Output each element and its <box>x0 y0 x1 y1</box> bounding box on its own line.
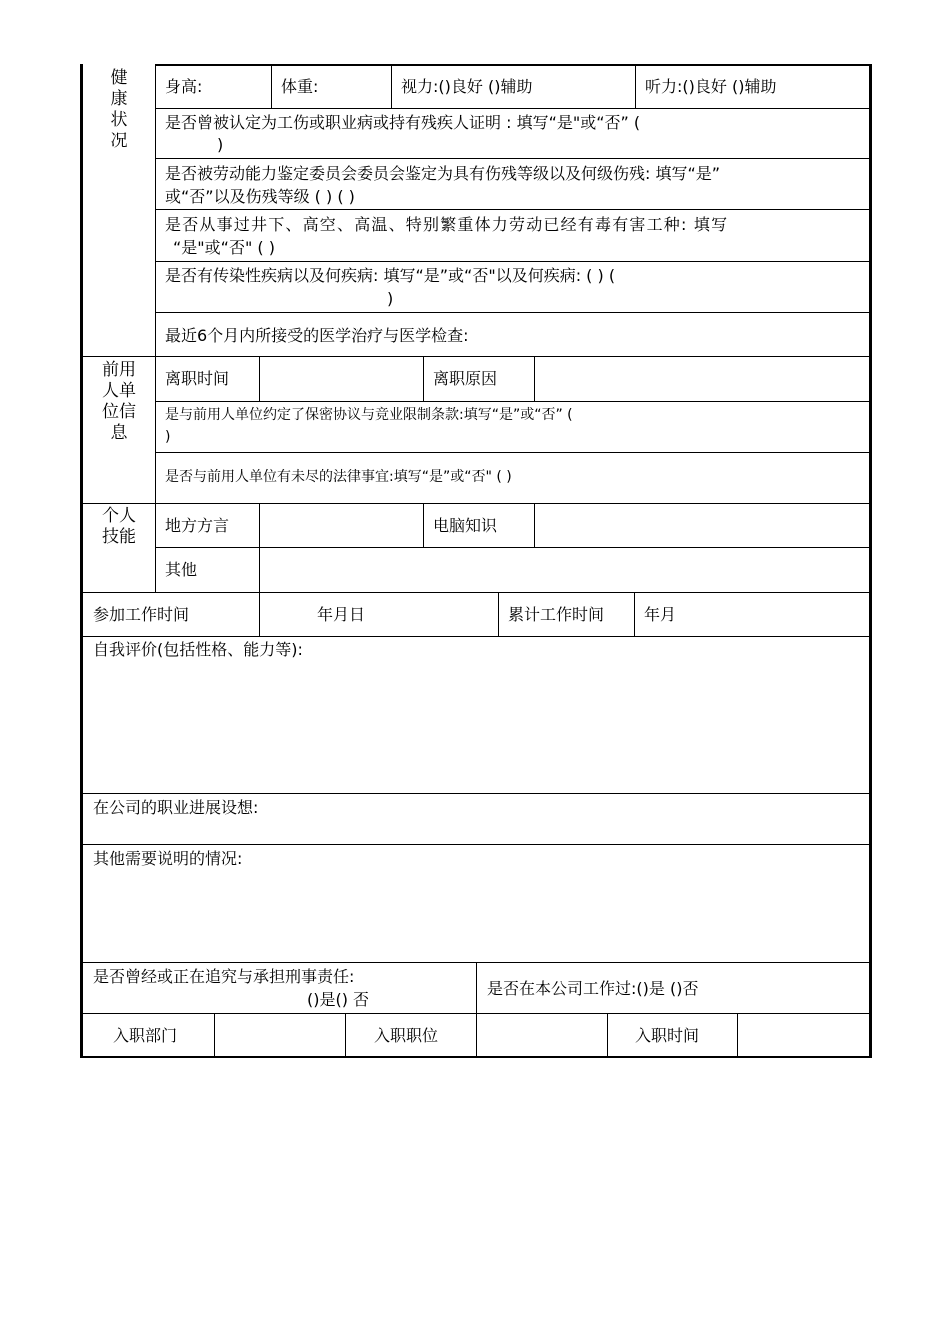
vision-field[interactable]: 视力:()良好 ()辅助 <box>401 77 533 96</box>
confidentiality-question: 是与前用人单位约定了保密协议与竞业限制条款:填写“是”或“否” ( <box>165 407 573 423</box>
computer-label: 电脑知识 <box>433 516 498 535</box>
self-evaluation-label: 自我评价(包括性格、能力等): <box>93 640 303 659</box>
confidentiality-question-close: ) <box>165 429 171 445</box>
injury-question: 是否曾被认定为工伤或职业病或持有残疾人证明 : 填写“是"或“否” ( <box>165 113 641 132</box>
dialect-label: 地方方言 <box>165 516 230 535</box>
health-section-label: 健 康 状 况 <box>110 68 128 151</box>
disease-question-close: ) <box>387 289 394 308</box>
employee-form <box>80 64 872 1058</box>
join-work-time-label: 参加工作时间 <box>93 605 190 624</box>
injury-question-close: ) <box>217 135 224 154</box>
other-skill-label: 其他 <box>165 560 198 579</box>
join-work-time-value[interactable]: 年月日 <box>317 605 366 624</box>
previous-employer-section-label: 前用 人单 位信 息 <box>102 360 136 443</box>
total-work-time-label: 累计工作时间 <box>508 605 605 624</box>
other-skill-input[interactable] <box>261 549 866 590</box>
career-plan-input[interactable] <box>87 820 865 842</box>
weight-label: 体重: <box>281 77 319 96</box>
entry-position-label: 入职职位 <box>374 1026 439 1045</box>
hearing-field[interactable]: 听力:()良好 ()辅助 <box>645 77 777 96</box>
hazard-question-2[interactable]: “是"或“否" ( ) <box>173 238 275 257</box>
hazard-question: 是否从事过井下、高空、高温、特别繁重体力劳动已经有毒有害工种: 填写 <box>165 215 729 234</box>
criminal-question: 是否曾经或正在追究与承担刑事责任: <box>93 967 355 986</box>
dialect-input[interactable] <box>261 505 421 545</box>
self-evaluation-input[interactable] <box>87 664 865 790</box>
career-plan-label: 在公司的职业进展设想: <box>93 798 259 817</box>
leave-reason-label: 离职原因 <box>433 369 498 388</box>
worked-here-question[interactable]: 是否在本公司工作过:()是 ()否 <box>487 979 699 998</box>
skills-section-label: 个人 技能 <box>102 506 136 547</box>
height-label: 身高: <box>165 77 203 96</box>
criminal-answer[interactable]: ()是() 否 <box>307 990 370 1009</box>
legal-question: 是否与前用人单位有未尽的法律事宜:填写“是”或“否" ( ) <box>165 469 512 485</box>
entry-position-input[interactable] <box>478 1015 606 1055</box>
medical-question: 最近6个月内所接受的医学治疗与医学检查: <box>165 326 469 345</box>
entry-time-label: 入职时间 <box>635 1026 700 1045</box>
height-input[interactable] <box>233 70 267 104</box>
disease-question: 是否有传染性疾病以及何疾病: 填写“是”或“否"以及何疾病: ( ) ( <box>165 266 616 285</box>
other-info-label: 其他需要说明的情况: <box>93 849 243 868</box>
entry-time-input[interactable] <box>739 1015 866 1055</box>
disability-question-2[interactable]: 或“否”以及伤残等级 ( ) ( ) <box>165 187 355 206</box>
entry-dept-input[interactable] <box>216 1015 344 1055</box>
leave-time-input[interactable] <box>261 358 421 400</box>
weight-input[interactable] <box>333 70 387 104</box>
leave-time-label: 离职时间 <box>165 369 230 388</box>
entry-dept-label: 入职部门 <box>113 1026 178 1045</box>
other-info-input[interactable] <box>87 872 865 960</box>
total-work-time-value[interactable]: 年月 <box>644 605 677 624</box>
computer-input[interactable] <box>536 505 866 545</box>
leave-reason-input[interactable] <box>536 358 866 400</box>
disability-question: 是否被劳动能力鉴定委员会委员会鉴定为具有伤残等级以及何级伤残: 填写“是” <box>165 164 721 183</box>
